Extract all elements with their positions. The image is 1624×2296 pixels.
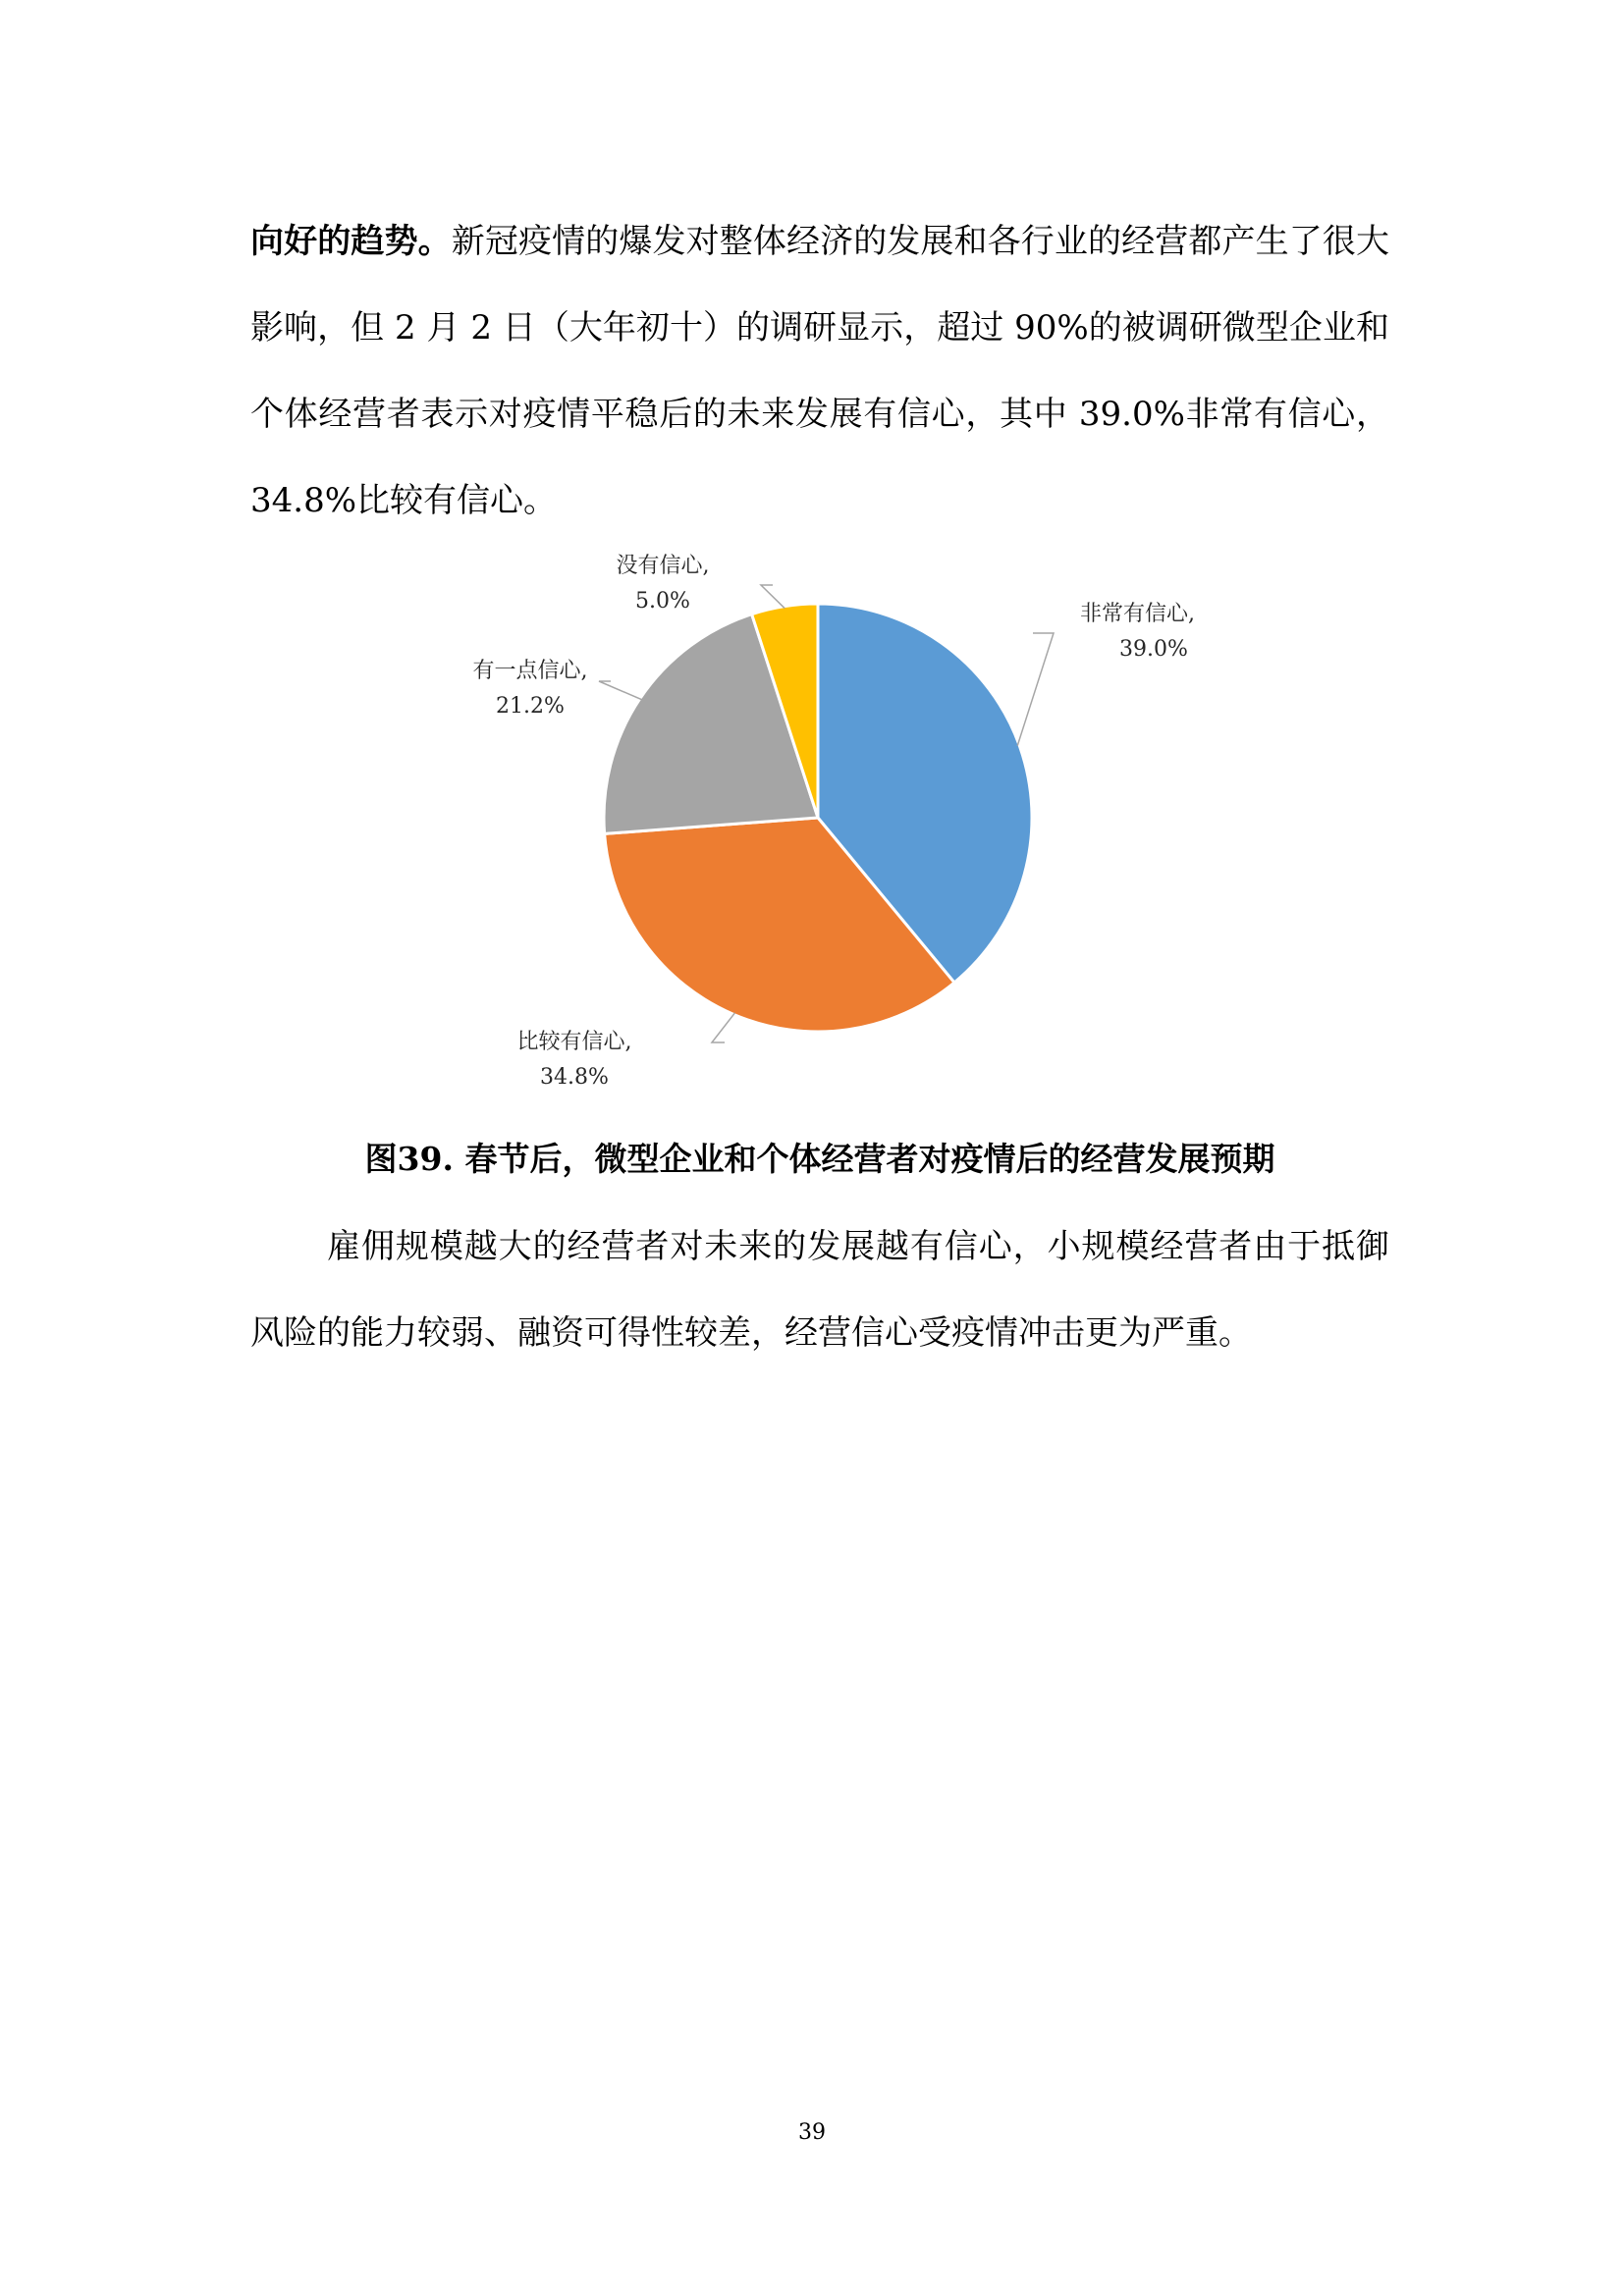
page-number: 39 bbox=[798, 2120, 826, 2145]
slice-label-3: 有一点信心, bbox=[472, 659, 588, 683]
slice-label-1: 非常有信心, bbox=[1080, 602, 1195, 626]
paragraph-1 bbox=[250, 198, 1389, 544]
slice-label-4: 没有信心, bbox=[616, 554, 710, 578]
slice-value-1: 39.0% bbox=[1119, 637, 1188, 662]
slice-label-2: 比较有信心, bbox=[516, 1030, 632, 1054]
paragraph-1-text: 新冠疫情的爆发对整体经济的发展和各行业的经营都产生了很大影响，但 2 月 2 日（大年初十）的调研显示，超过 90%的被调研微型企业和个体经营者表示对疫情平稳后的未来发展有信心，其中 39.0%非常有信心，34.8%比较有信心。 bbox=[250, 222, 1390, 520]
paragraph-2: 雇佣规模越大的经营者对未来的发展越有信心，小规模经营者由于抵御风险的能力较弱、融资可得性较差，经营信心受疫情冲击更为严重。 bbox=[250, 1227, 1389, 1353]
slice-value-2: 34.8% bbox=[540, 1065, 609, 1090]
leader-line-1 bbox=[1017, 633, 1054, 746]
slice-value-4: 5.0% bbox=[635, 589, 690, 614]
leader-line-4 bbox=[761, 585, 785, 609]
leader-line-3 bbox=[599, 681, 642, 700]
pie-chart bbox=[432, 540, 1296, 1099]
paragraph-1-lead: 向好的趋势。 bbox=[250, 222, 452, 261]
slice-value-3: 21.2% bbox=[496, 694, 565, 719]
leader-line-2 bbox=[712, 1013, 735, 1042]
figure-caption: 图39. 春节后，微型企业和个体经营者对疫情后的经营发展预期 bbox=[364, 1140, 1275, 1178]
